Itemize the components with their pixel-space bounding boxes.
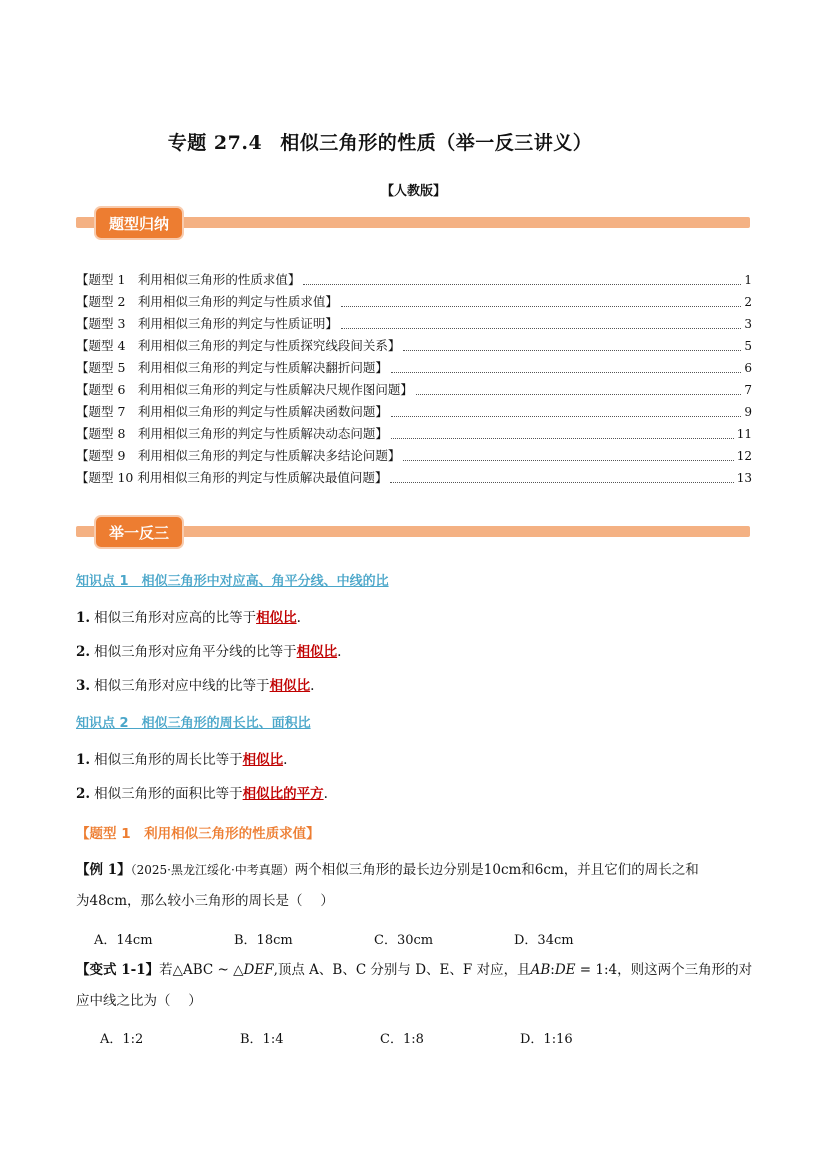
knowledge-item: 2. 相似三角形的面积比等于相似比的平方. bbox=[76, 786, 328, 802]
title-number: 专题 27.4 bbox=[167, 132, 263, 154]
summary-banner bbox=[76, 206, 750, 240]
knowledge-item: 3. 相似三角形对应中线的比等于相似比. bbox=[76, 678, 315, 694]
banner-tab: 题型归纳 bbox=[94, 206, 184, 240]
edition-label: 【人教版】 bbox=[380, 184, 446, 199]
toc-item[interactable]: 【题型 9 利用相似三角形的判定与性质解决多结论问题】 12 bbox=[76, 448, 752, 463]
example-1-options bbox=[94, 929, 654, 948]
option-a[interactable]: A．1:2 bbox=[100, 1032, 144, 1047]
option-d[interactable]: D．1:16 bbox=[520, 1032, 573, 1047]
knowledge-heading-2: 知识点 2 相似三角形的周长比、面积比 bbox=[76, 716, 311, 731]
option-a[interactable]: A．14cm bbox=[94, 933, 153, 948]
knowledge-item: 2. 相似三角形对应角平分线的比等于相似比. bbox=[76, 644, 342, 660]
toc-item[interactable]: 【题型 5 利用相似三角形的判定与性质解决翻折问题】 6 bbox=[76, 360, 752, 375]
toc-item[interactable]: 【题型 8 利用相似三角形的判定与性质解决动态问题】 11 bbox=[76, 426, 752, 441]
option-c[interactable]: C．30cm bbox=[374, 933, 434, 948]
question-type-heading: 【题型 1 利用相似三角形的性质求值】 bbox=[76, 826, 320, 842]
knowledge-heading-1: 知识点 1 相似三角形中对应高、角平分线、中线的比 bbox=[76, 574, 389, 589]
table-of-contents bbox=[76, 270, 752, 490]
variant-1-1-options bbox=[100, 1028, 660, 1047]
banner-tab: 举一反三 bbox=[94, 515, 184, 549]
knowledge-item: 1. 相似三角形对应高的比等于相似比. bbox=[76, 610, 301, 626]
option-c[interactable]: C．1:8 bbox=[380, 1032, 424, 1047]
title-text: 相似三角形的性质（举一反三讲义） bbox=[280, 132, 593, 154]
toc-item[interactable]: 【题型 4 利用相似三角形的判定与性质探究线段间关系】 5 bbox=[76, 338, 752, 353]
option-b[interactable]: B．1:4 bbox=[240, 1032, 284, 1047]
toc-item[interactable]: 【题型 7 利用相似三角形的判定与性质解决函数问题】 9 bbox=[76, 404, 752, 419]
page-title bbox=[0, 128, 760, 155]
example-1: 【例 1】（2025·黑龙江绥化·中考真题）两个相似三角形的最长边分别是10cm和6cm，并且它们的周长之和 为48cm，那么较小三角形的周长是（ ） bbox=[76, 862, 699, 909]
knowledge-item: 1. 相似三角形的周长比等于相似比. bbox=[76, 752, 288, 768]
option-b[interactable]: B．18cm bbox=[234, 933, 293, 948]
option-d[interactable]: D．34cm bbox=[514, 933, 574, 948]
toc-item[interactable]: 【题型 3 利用相似三角形的判定与性质证明】 3 bbox=[76, 316, 752, 331]
practice-banner bbox=[76, 515, 750, 549]
variant-1-1: 【变式 1-1】若△ABC ~ △DEF,顶点 A、B、C 分别与 D、E、F 对应，且AB:DE = 1:4，则这两个三角形的对 应中线之比为（ ） bbox=[76, 962, 753, 1009]
toc-item[interactable]: 【题型 10 利用相似三角形的判定与性质解决最值问题】 13 bbox=[76, 470, 752, 485]
toc-item[interactable]: 【题型 2 利用相似三角形的判定与性质求值】 2 bbox=[76, 294, 752, 309]
toc-item[interactable]: 【题型 6 利用相似三角形的判定与性质解决尺规作图问题】 7 bbox=[76, 382, 752, 397]
toc-item[interactable]: 【题型 1 利用相似三角形的性质求值】 1 bbox=[76, 272, 752, 287]
